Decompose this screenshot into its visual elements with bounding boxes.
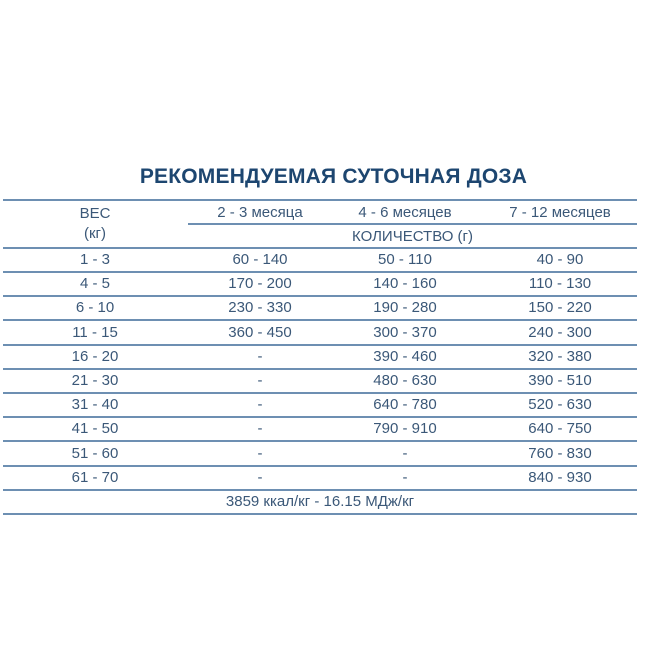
qty-4-6-cell: 50 - 110 bbox=[378, 251, 432, 268]
weight-cell: 4 - 5 bbox=[79, 275, 110, 293]
weight-cell: 51 - 60 bbox=[71, 444, 119, 462]
qty-7-12-cell: 390 - 510 bbox=[528, 372, 592, 389]
qty-7-12-cell: 520 - 630 bbox=[528, 396, 592, 414]
weight-cell: 31 - 40 bbox=[71, 396, 119, 414]
qty-2-3-cell: - bbox=[257, 420, 263, 438]
qty-2-3-cell: - bbox=[257, 372, 263, 389]
qty-2-3-cell: 360 - 450 bbox=[228, 323, 292, 341]
weight-cell: 21 - 30 bbox=[71, 372, 119, 389]
table-top-rule bbox=[3, 199, 637, 201]
qty-7-12-cell: 320 - 380 bbox=[528, 347, 592, 365]
qty-4-6-cell: - bbox=[402, 444, 408, 462]
qty-7-12-cell: 760 - 830 bbox=[528, 444, 592, 462]
table-bottom-rule bbox=[3, 513, 637, 515]
qty-2-3-cell: 60 - 140 bbox=[232, 251, 288, 268]
weight-cell: 6 - 10 bbox=[75, 299, 115, 317]
qty-2-3-cell: - bbox=[257, 468, 263, 486]
weight-cell: 41 - 50 bbox=[71, 420, 119, 438]
qty-4-6-cell: 790 - 910 bbox=[373, 420, 437, 438]
qty-4-6-cell: 140 - 160 bbox=[373, 275, 437, 293]
qty-4-6-cell: - bbox=[402, 468, 408, 486]
qty-7-12-cell: 150 - 220 bbox=[528, 299, 592, 317]
quantity-header: КОЛИЧЕСТВО (г) bbox=[352, 228, 473, 245]
weight-cell: 1 - 3 bbox=[79, 251, 110, 268]
weight-cell: 61 - 70 bbox=[71, 468, 119, 486]
qty-2-3-cell: 230 - 330 bbox=[228, 299, 292, 317]
qty-2-3-cell: 170 - 200 bbox=[228, 275, 292, 293]
qty-2-3-cell: - bbox=[257, 347, 263, 365]
age-header-7-12: 7 - 12 месяцев bbox=[509, 204, 611, 221]
qty-7-12-cell: 240 - 300 bbox=[528, 323, 592, 341]
weight-cell: 16 - 20 bbox=[71, 347, 119, 365]
age-header-2-3: 2 - 3 месяца bbox=[217, 204, 303, 221]
age-header-4-6: 4 - 6 месяцев bbox=[358, 204, 452, 221]
qty-4-6-cell: 480 - 630 bbox=[373, 372, 437, 389]
weight-cell: 11 - 15 bbox=[72, 323, 118, 341]
weight-header-label: ВЕС bbox=[79, 205, 111, 222]
qty-2-3-cell: - bbox=[257, 444, 263, 462]
qty-7-12-cell: 40 - 90 bbox=[536, 251, 584, 268]
qty-4-6-cell: 390 - 460 bbox=[373, 347, 437, 365]
qty-4-6-cell: 640 - 780 bbox=[373, 396, 437, 414]
qty-7-12-cell: 110 - 130 bbox=[528, 275, 592, 293]
qty-2-3-cell: - bbox=[257, 396, 263, 414]
page-title: РЕКОМЕНДУЕМАЯ СУТОЧНАЯ ДОЗА bbox=[139, 165, 528, 188]
qty-4-6-cell: 190 - 280 bbox=[373, 299, 437, 317]
weight-header-unit: (кг) bbox=[83, 225, 107, 242]
qty-4-6-cell: 300 - 370 bbox=[373, 323, 437, 341]
age-header-rule bbox=[188, 223, 637, 225]
energy-footer: 3859 ккал/кг - 16.15 МДж/кг bbox=[225, 493, 415, 510]
qty-7-12-cell: 840 - 930 bbox=[528, 468, 592, 486]
weight-header bbox=[40, 204, 150, 244]
qty-7-12-cell: 640 - 750 bbox=[528, 420, 592, 438]
